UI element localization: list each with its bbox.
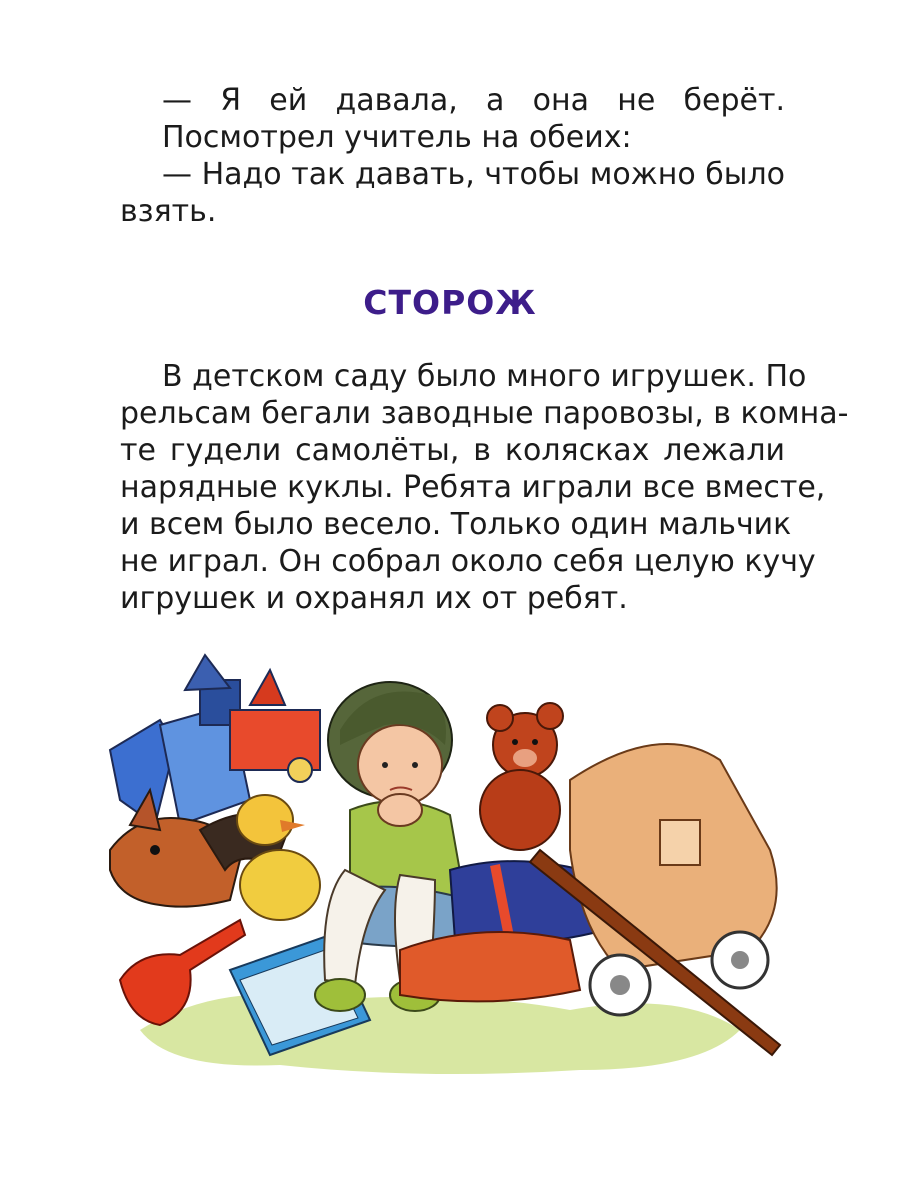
story-body (120, 358, 849, 617)
text-line: игрушек и охранял их от ребят. (120, 581, 628, 616)
text-line: Посмотрел учитель на обеих: (162, 120, 632, 155)
text-line: В детском саду было много игрушек. По (162, 359, 807, 394)
teddy-bear (480, 703, 563, 850)
text-line: — Я ей давала, а она не берёт. (162, 83, 785, 118)
text-line: те гудели самолёты, в колясках лежали (120, 433, 785, 468)
text-line: — Надо так давать, чтобы можно было (162, 157, 785, 192)
toy-train (110, 655, 320, 825)
text-line: нарядные куклы. Ребята играли все вместе, (120, 470, 826, 505)
text-line: рельсам бегали заводные паровозы, в комна- (120, 396, 849, 431)
text-line: взять. (120, 194, 217, 229)
story-title: СТОРОЖ (363, 283, 537, 322)
text-line: не играл. Он собрал около себя целую кучу (120, 544, 816, 579)
previous-story-ending (120, 82, 785, 230)
text-line: и всем было весело. Только один мальчик (120, 507, 792, 542)
floor-wash (140, 994, 740, 1074)
story-illustration (100, 650, 800, 1090)
